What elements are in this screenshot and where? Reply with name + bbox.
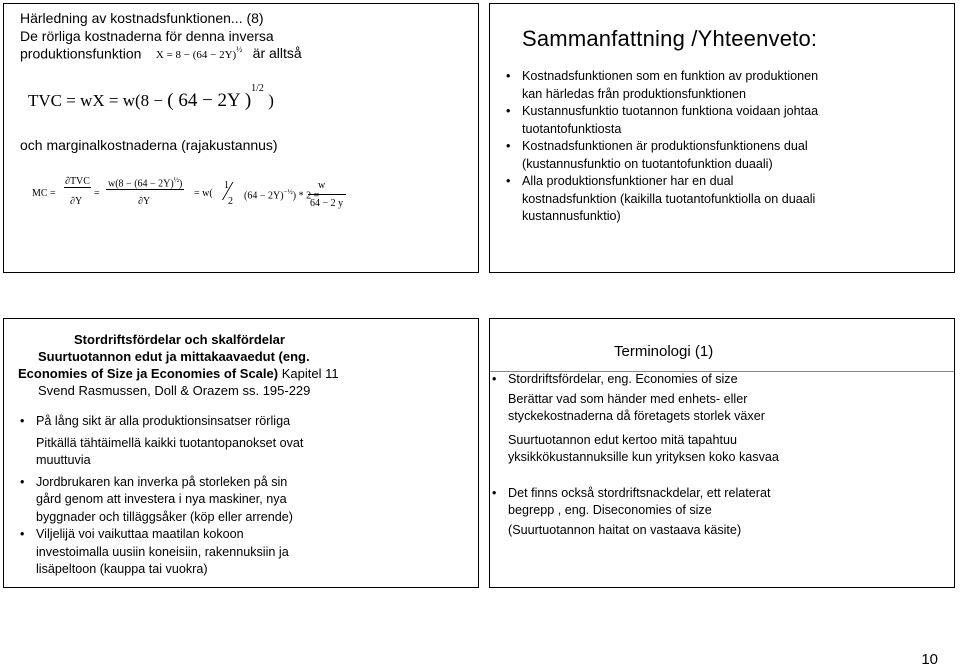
scale-item-text: Viljelijä voi vaikuttaa maatilan kokoon — [36, 527, 244, 541]
term-item-cont — [492, 391, 779, 409]
term-item-cont — [492, 449, 779, 467]
term-item-text: styckekostnaderna då företagets storlek växer — [508, 409, 765, 423]
term-item-cont — [492, 432, 779, 450]
mc-frac3-den: 64 − 2 y — [310, 198, 344, 209]
term-item-cont — [492, 522, 779, 540]
slide1-line2: De rörliga kostnaderna för denna inversa — [20, 28, 274, 44]
scale-heading-3-rest: Kapitel 11 — [281, 366, 339, 381]
summary-item-text: Alla produktionsfunktioner har en dual — [522, 174, 734, 188]
page-number: 10 — [921, 651, 938, 668]
mc-frac2-num-close: ) — [178, 178, 183, 190]
scale-item-text: På lång sikt är alla produktionsinsatser rörliga — [36, 414, 291, 428]
mc-half-den: 2 — [228, 196, 233, 207]
slide-economies-of-scale — [3, 318, 479, 588]
mc-mid-exp: −½ — [283, 188, 293, 196]
bullet-icon: • — [506, 69, 511, 83]
summary-item-cont — [506, 191, 818, 209]
summary-title: Sammanfattning /Yhteenveto: — [522, 26, 818, 51]
mc-eq1: = — [94, 188, 100, 199]
summary-item-text: kustannusfunktio) — [522, 209, 621, 223]
mc-frac2-num — [106, 176, 184, 190]
bullet-icon: • — [506, 139, 511, 153]
scale-heading-3-bold: Economies of Size ja Economies of Scale) — [18, 366, 279, 381]
summary-item-cont — [506, 208, 818, 226]
summary-list — [506, 68, 818, 226]
scale-item — [20, 526, 303, 544]
mc-mid-end: ) * 2 = — [292, 190, 320, 202]
scale-list — [20, 413, 303, 579]
bullet-icon: • — [20, 414, 25, 428]
scale-item-text: Pitkällä tähtäimellä kaikki tuotantopanokset ovat — [36, 435, 304, 450]
mc-frac2-num-exp: ½ — [173, 176, 179, 184]
summary-item-text: tuotantofunktiosta — [522, 121, 622, 136]
mc-equation — [32, 176, 472, 216]
slide1-line3-text: produktionsfunktion — [20, 45, 142, 62]
scale-heading-4: Svend Rasmussen, Doll & Orazem ss. 195-229 — [38, 383, 311, 398]
inverse-function-exponent: ½ — [236, 45, 243, 54]
scale-item-cont — [20, 452, 303, 470]
summary-item-text: kostnadsfunktion (kaikilla tuotantofunktiolla on duaali — [522, 191, 816, 206]
tvc-equation — [28, 83, 274, 112]
slide-cost-derivation — [3, 3, 479, 273]
scale-item-text: muuttuvia — [36, 453, 91, 467]
slide1-line3 — [20, 45, 302, 63]
summary-item-cont — [506, 156, 818, 174]
term-item-text: Det finns också stordriftsnackdelar, ett relaterat — [508, 485, 771, 500]
mc-half-num: 1 — [224, 180, 229, 191]
tvc-lhs: TVC = wX = w(8 − — [28, 91, 164, 110]
term-item-text: yksikkökustannuksille kun yrityksen koko kasvaa — [508, 450, 779, 464]
slide1-line3-end: är alltså — [252, 45, 302, 62]
scale-item-text: gård genom att investera i nya maskiner, nya — [36, 492, 287, 506]
term-item-text: begrepp , eng. Diseconomies of size — [508, 503, 712, 517]
slide-terminology — [489, 318, 955, 588]
bullet-icon: • — [20, 474, 25, 489]
term-item — [492, 485, 779, 503]
bullet-icon: • — [20, 527, 25, 541]
summary-item — [506, 173, 818, 191]
scale-heading-2: Suurtuotannon edut ja mittakaavaedut (eng. — [38, 349, 310, 364]
scale-item-text: lisäpeltoon (kauppa tai vuokra) — [36, 562, 208, 576]
tvc-exponent: 1/2 — [251, 83, 264, 95]
summary-item-text: (kustannusfunktio on tuotantofunktion duaali) — [522, 156, 773, 171]
tvc-paren: ( 64 − 2Y ) — [167, 90, 252, 111]
summary-item-text: Kostnadsfunktionen är produktionsfunktionens dual — [522, 139, 808, 153]
summary-item-text: Kostnadsfunktionen som en funktion av produktionen — [522, 69, 819, 83]
tvc-close: ) — [268, 91, 274, 110]
inverse-function-formula: X = 8 − (64 − 2Y) — [155, 49, 237, 62]
term-item — [492, 371, 779, 389]
scale-item-cont — [20, 509, 303, 527]
scale-item-cont — [20, 435, 303, 453]
mc-frac3-bar — [308, 194, 346, 195]
slide1-line1: Härledning av kostnadsfunktionen... (8) — [20, 10, 264, 26]
term-item-text: Berättar vad som händer med enhets- eller — [508, 391, 748, 406]
mc-frac2-den: ∂Y — [138, 196, 151, 207]
summary-item — [506, 138, 818, 156]
scale-item-cont — [20, 544, 303, 562]
scale-heading-1: Stordriftsfördelar och skalfördelar — [74, 332, 285, 347]
scale-item-cont — [20, 491, 303, 509]
terminology-title: Terminologi (1) — [614, 343, 714, 360]
scale-item-cont — [20, 561, 303, 579]
mc-eq2: = w( — [194, 188, 213, 199]
mc-frac1-num: ∂TVC — [65, 176, 90, 187]
mc-frac1-den: ∂Y — [70, 196, 83, 207]
term-item-text: (Suurtuotannon haitat on vastaava käsite) — [508, 522, 742, 537]
term-item-text: Stordriftsfördelar, eng. Economies of size — [508, 372, 738, 386]
summary-item-text: kan härledas från produktionsfunktionen — [522, 86, 747, 101]
term-item-cont — [492, 408, 779, 426]
term-item-cont — [492, 502, 779, 520]
summary-item-text: Kustannusfunktio tuotannon funktiona voidaan johtaa — [522, 104, 819, 118]
scale-item — [20, 413, 303, 431]
bullet-icon: • — [492, 372, 497, 386]
mc-label: MC = — [32, 188, 56, 199]
bullet-icon: • — [506, 174, 511, 188]
mc-intro: och marginalkostnaderna (rajakustannus) — [20, 137, 278, 153]
term-item-text: Suurtuotannon edut kertoo mitä tapahtuu — [508, 432, 737, 447]
bullet-icon: • — [506, 104, 511, 118]
mc-frac3-num: w — [318, 180, 326, 191]
summary-item — [506, 68, 818, 86]
bullet-icon: • — [492, 485, 497, 500]
scale-item-text: byggnader och tilläggsåker (köp eller arrende) — [36, 509, 293, 524]
summary-item — [506, 103, 818, 121]
terminology-list — [492, 371, 779, 539]
slide-summary — [489, 3, 955, 273]
scale-item — [20, 474, 303, 492]
scale-item-text: Jordbrukaren kan inverka på storleken på sin — [36, 474, 288, 489]
mc-frac2-num-text: w(8 − (64 − 2Y) — [108, 178, 174, 190]
scale-heading-3 — [18, 366, 339, 381]
scale-item-text: investoimalla uusiin koneisiin, rakennuksiin ja — [36, 544, 289, 559]
mc-mid-text: (64 − 2Y) — [244, 190, 284, 202]
summary-item-cont — [506, 121, 818, 139]
summary-item-cont — [506, 86, 818, 104]
